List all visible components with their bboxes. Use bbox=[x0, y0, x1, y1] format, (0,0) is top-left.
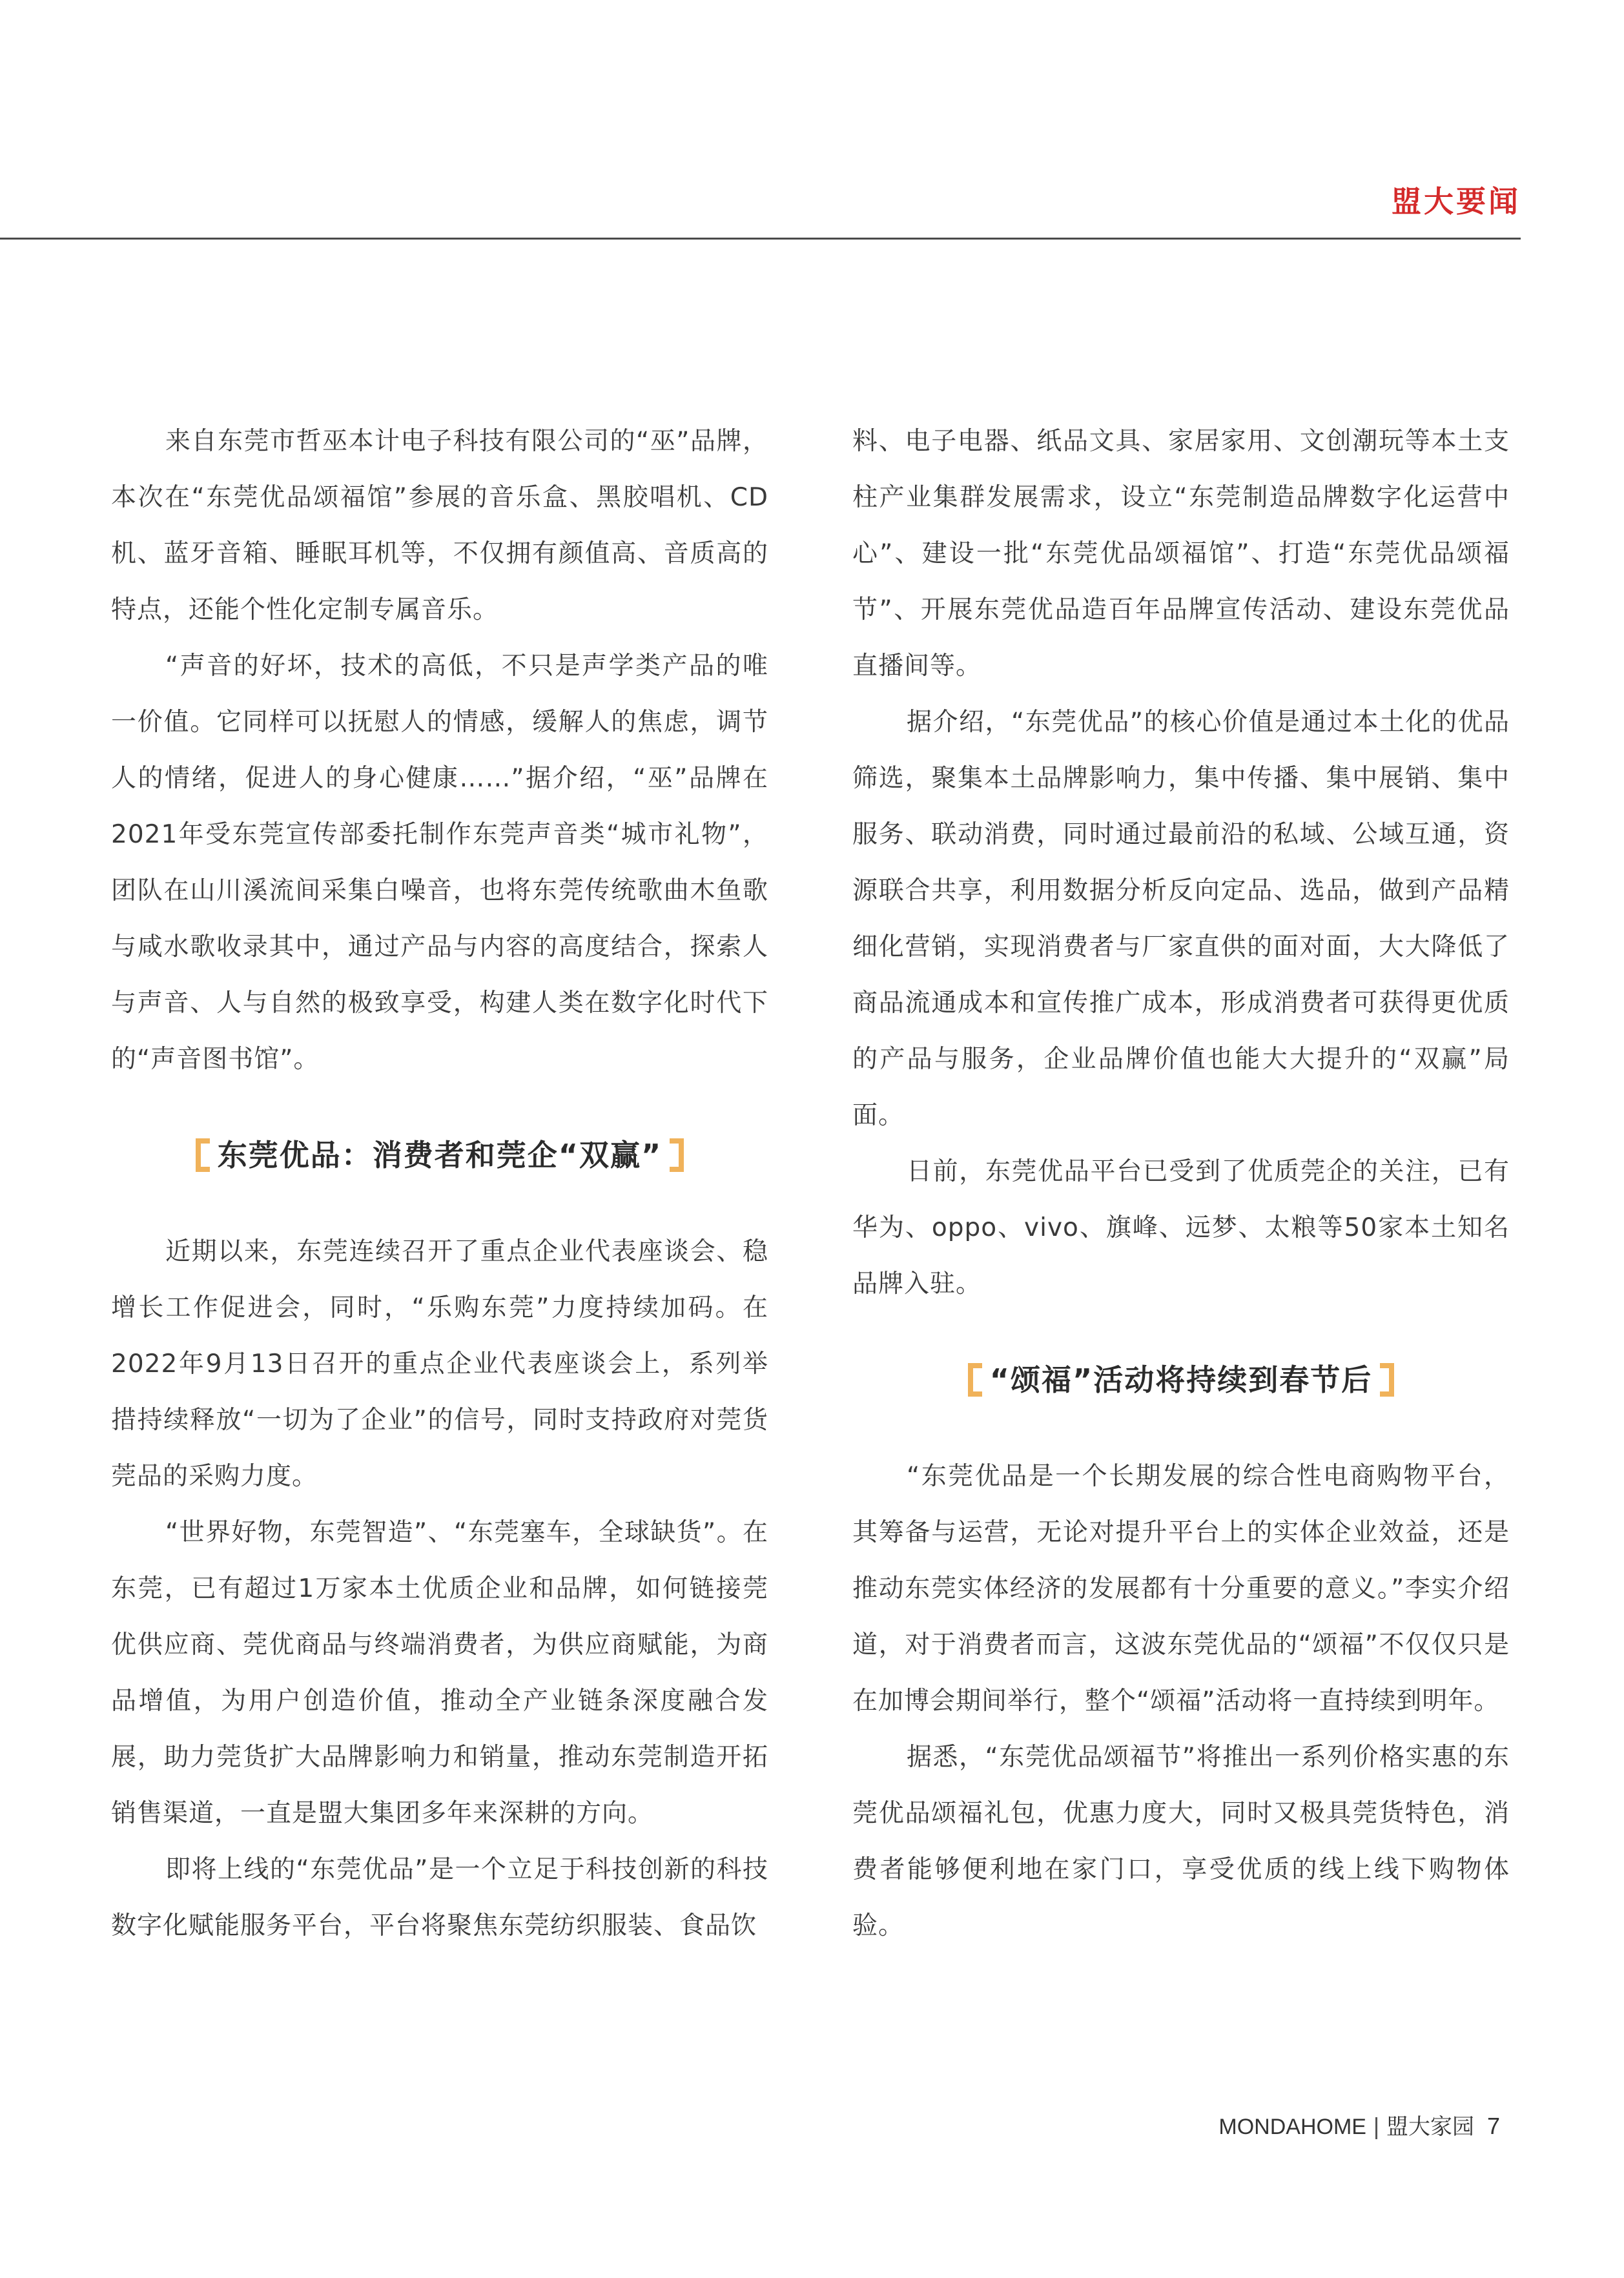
bracket-right-icon bbox=[670, 1138, 684, 1172]
footer-brand: MONDAHOME bbox=[1218, 2115, 1366, 2139]
footer-divider bbox=[1375, 2117, 1377, 2139]
paragraph: 来自东莞市哲巫本计电子科技有限公司的“巫”品牌，本次在“东莞优品颂福馆”参展的音乐盒、黑胶唱机、CD机、蓝牙音箱、睡眠耳机等，不仅拥有颜值高、音质高的特点，还能个性化定制专属音乐。 bbox=[111, 427, 768, 624]
section-heading bbox=[852, 1352, 1510, 1408]
paragraph: 料、电子电器、纸品文具、家居家用、文创潮玩等本土支柱产业集群发展需求，设立“东莞制造品牌数字化运营中心”、建设一批“东莞优品颂福馆”、打造“东莞优品颂福节”、开展东莞优品造百年品牌宣传活动、建设东莞优品直播间等。 bbox=[852, 427, 1510, 681]
paragraph: “东莞优品是一个长期发展的综合性电商购物平台，其筹备与运营，无论对提升平台上的实体企业效益，还是推动东莞实体经济的发展都有十分重要的意义。”李实介绍道，对于消费者而言，这波东莞优品的“颂福”不仅仅只是在加博会期间举行，整个“颂福”活动将一直持续到明年。 bbox=[852, 1462, 1510, 1716]
header-rule bbox=[0, 238, 1521, 240]
paragraph: 近期以来，东莞连续召开了重点企业代表座谈会、稳增长工作促进会，同时，“乐购东莞”力度持续加码。在2022年9月13日召开的重点企业代表座谈会上，系列举措持续释放“一切为了企业”的信号，同时支持政府对莞货莞品的采购力度。 bbox=[111, 1237, 768, 1491]
paragraph: “声音的好坏，技术的高低，不只是声学类产品的唯一价值。它同样可以抚慰人的情感，缓解人的焦虑，调节人的情绪，促进人的身心健康……”据介绍，“巫”品牌在2021年受东莞宣传部委托制作东莞声音类“城市礼物”，团队在山川溪流间采集白噪音，也将东莞传统歌曲木鱼歌与咸水歌收录其中，通过产品与内容的高度结合，探索人与声音、人与自然的极致享受，构建人类在数字化时代下的“声音图书馆”。 bbox=[111, 652, 768, 1074]
section-label: 盟大要闻 bbox=[1392, 184, 1521, 219]
paragraph: 日前，东莞优品平台已受到了优质莞企的关注，已有华为、oppo、vivo、旗峰、远梦、太粮等50家本土知名品牌入驻。 bbox=[852, 1157, 1510, 1298]
bracket-left-icon bbox=[196, 1138, 210, 1172]
paragraph: 据悉，“东莞优品颂福节”将推出一系列价格实惠的东莞优品颂福礼包，优惠力度大，同时又极具莞货特色，消费者能够便利地在家门口，享受优质的线上线下购物体验。 bbox=[852, 1743, 1510, 1940]
paragraph: 即将上线的“东莞优品”是一个立足于科技创新的科技数字化赋能服务平台，平台将聚焦东莞纺织服装、食品饮 bbox=[111, 1855, 768, 1940]
page-footer bbox=[1218, 2109, 1500, 2140]
paragraph: “世界好物，东莞智造”、“东莞塞车，全球缺货”。在东莞，已有超过1万家本土优质企业和品牌，如何链接莞优供应商、莞优商品与终端消费者，为供应商赋能，为商品增值，为用户创造价值，推动全产业链条深度融合发展，助力莞货扩大品牌影响力和销量，推动东莞制造开拓销售渠道，一直是盟大集团多年来深耕的方向。 bbox=[111, 1518, 768, 1828]
section-heading-text: 东莞优品：消费者和莞企“双赢” bbox=[217, 1138, 663, 1173]
section-heading bbox=[111, 1127, 768, 1184]
footer-magazine: 盟大家园 bbox=[1386, 2115, 1474, 2139]
right-column bbox=[852, 413, 1510, 1954]
bracket-left-icon bbox=[968, 1363, 982, 1397]
bracket-right-icon bbox=[1380, 1363, 1394, 1397]
paragraph: 据介绍，“东莞优品”的核心价值是通过本土化的优品筛选，聚集本土品牌影响力，集中传播、集中展销、集中服务、联动消费，同时通过最前沿的私域、公域互通，资源联合共享，利用数据分析反向定品、选品，做到产品精细化营销，实现消费者与厂家直供的面对面，大大降低了商品流通成本和宣传推广成本，形成消费者可获得更优质的产品与服务，企业品牌价值也能大大提升的“双赢”局面。 bbox=[852, 708, 1510, 1130]
page-number: 7 bbox=[1486, 2113, 1500, 2139]
section-heading-text: “颂福”活动将持续到春节后 bbox=[989, 1362, 1373, 1397]
left-column bbox=[111, 413, 768, 1954]
